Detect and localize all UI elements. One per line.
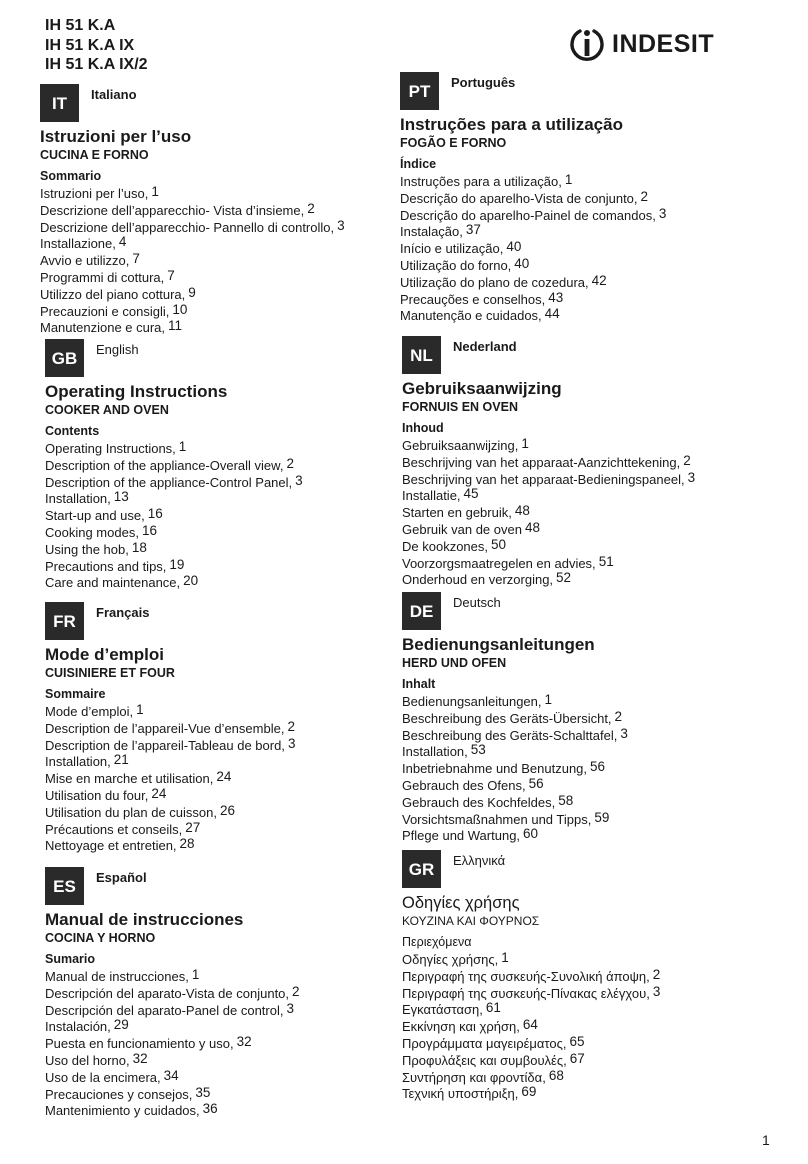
contents-item-page: 2 <box>307 200 315 216</box>
contents-item <box>40 284 400 304</box>
contents-item <box>400 272 760 292</box>
contents-item-page: 27 <box>185 819 201 835</box>
contents-item-page: 64 <box>522 1017 538 1033</box>
contents-item-page: 43 <box>548 289 564 305</box>
contents-item-page: 58 <box>558 792 574 808</box>
contents-item-label: Utilisation du plan de cuisson, <box>45 804 217 820</box>
contents-item-page: 3 <box>295 472 303 488</box>
contents-item-label: Descrizione dell’apparecchio- Pannello di controllo, <box>40 219 335 235</box>
contents-item-label: Avvio e utilizzo, <box>40 253 130 269</box>
contents-item-label: Εκκίνηση και χρήση, <box>402 1019 520 1035</box>
contents-item-label: Nettoyage et entretien, <box>45 838 177 854</box>
contents-item-page: 2 <box>683 452 691 468</box>
contents-item <box>402 553 762 573</box>
contents-item <box>45 1103 405 1120</box>
contents-label: Sommario <box>40 169 102 183</box>
contents-item-label: Istruzioni per l’uso, <box>40 186 149 201</box>
contents-item-page: 53 <box>470 742 486 758</box>
contents-item <box>40 253 400 270</box>
contents-item-label: Onderhoud en verzorging, <box>402 572 554 588</box>
contents-item-page: 3 <box>687 469 696 485</box>
contents-item-label: Installation, <box>45 491 111 507</box>
contents-item <box>402 572 762 589</box>
language-badge: FR <box>45 602 84 640</box>
contents-item-label: Manutenzione e cura, <box>40 320 166 336</box>
contents-item-page: 3 <box>287 735 296 751</box>
contents-item-page: 3 <box>286 1000 294 1016</box>
section-subtitle: CUCINA E FORNO <box>40 148 149 162</box>
contents-label: Inhalt <box>402 677 436 691</box>
contents-item-label: Precauções e conselhos, <box>400 291 546 307</box>
contents-item <box>402 1002 762 1019</box>
section-title: Οδηγίες χρήσης <box>402 894 520 912</box>
contents-item-page: 19 <box>169 556 185 572</box>
contents-item-page: 28 <box>179 836 195 852</box>
contents-item <box>45 838 405 855</box>
contents-item <box>40 236 400 253</box>
contents-item <box>45 704 405 721</box>
contents-item-page: 3 <box>652 983 661 999</box>
contents-item-label: Instruções para a utilização, <box>400 174 562 189</box>
contents-item-label: Descripción del aparato-Vista de conjunto, <box>45 985 290 1001</box>
contents-item-label: Pflege und Wartung, <box>402 828 521 844</box>
contents-item-label: Beschreibung des Geräts-Übersicht, <box>402 710 612 726</box>
contents-item-page: 45 <box>463 486 479 502</box>
contents-item <box>45 575 405 592</box>
language-name: English <box>96 342 139 357</box>
contents-item-page: 32 <box>236 1034 252 1050</box>
model-name: IH 51 K.A <box>45 17 116 34</box>
contents-item-page: 4 <box>118 234 127 250</box>
contents-item-label: Gebruiksaanwijzing, <box>402 438 519 453</box>
contents-item-page: 24 <box>216 769 232 785</box>
contents-item-page: 42 <box>591 272 607 288</box>
section-title: Gebruiksaanwijzing <box>402 379 562 398</box>
contents-item-label: Descrizione dell’apparecchio- Vista d’insieme, <box>40 202 305 218</box>
language-badge: PT <box>400 72 439 110</box>
section-title: Mode d’emploi <box>45 645 164 664</box>
contents-item <box>45 1000 405 1020</box>
contents-item-label: Cooking modes, <box>45 524 139 540</box>
contents-item <box>402 792 762 812</box>
contents-item-label: Uso de la encimera, <box>45 1069 161 1085</box>
contents-item-page: 3 <box>337 217 345 233</box>
contents-item <box>400 241 760 258</box>
section-francais <box>45 602 405 855</box>
contents-item <box>400 308 760 325</box>
contents-item <box>402 983 762 1003</box>
language-name: Français <box>96 605 150 620</box>
contents-item-label: Εγκατάσταση, <box>402 1002 483 1018</box>
contents-item-page: 16 <box>141 522 157 538</box>
contents-item <box>400 174 760 191</box>
contents-item <box>402 694 762 711</box>
contents-item-label: Mode d’emploi, <box>45 704 134 719</box>
contents-item <box>402 488 762 505</box>
contents-item-label: Précautions et conseils, <box>45 821 183 837</box>
contents-label: Contents <box>45 424 100 438</box>
contents-item-page: 44 <box>544 306 560 322</box>
contents-item-page: 61 <box>485 1000 501 1016</box>
language-badge: IT <box>40 84 79 122</box>
indesit-i-logo-icon <box>567 24 607 64</box>
contents-item <box>402 744 762 761</box>
contents-item-label: Bedienungsanleitungen, <box>402 694 542 709</box>
contents-item-label: Περιγραφή της συσκευής-Συνολική άποψη, <box>402 968 650 984</box>
contents-item <box>402 1067 762 1087</box>
contents-item <box>45 472 405 492</box>
contents-item <box>45 508 405 525</box>
section-subtitle: CUISINIERE ET FOUR <box>45 666 175 680</box>
language-badge: ES <box>45 867 84 905</box>
contents-item <box>402 966 762 986</box>
contents-item-page: 3 <box>658 205 667 221</box>
contents-item-label: Programmi di cottura, <box>40 269 165 285</box>
contents-item-label: Description de l’appareil-Vue d’ensemble, <box>45 720 285 736</box>
section-nederland <box>402 336 762 589</box>
contents-item-page: 2 <box>652 966 661 982</box>
contents-item-page: 1 <box>521 436 529 451</box>
section-title: Instruções para a utilização <box>400 115 623 134</box>
language-name: Deutsch <box>453 595 501 610</box>
contents-label: Sommaire <box>45 687 106 701</box>
contents-item-page: 9 <box>188 284 196 300</box>
contents-item-page: 51 <box>598 553 614 569</box>
contents-item-label: Uso del horno, <box>45 1052 130 1068</box>
contents-item-label: Using the hob, <box>45 541 129 557</box>
contents-item-label: Περιγραφή της συσκευής-Πίνακας ελέγχου, <box>402 985 650 1001</box>
contents-item-page: 56 <box>528 775 544 791</box>
contents-item <box>45 522 405 542</box>
contents-item-page: 2 <box>286 455 294 471</box>
contents-item <box>45 802 405 822</box>
contents-item <box>45 455 405 475</box>
contents-item <box>45 556 405 576</box>
contents-item-page: 3 <box>620 725 628 741</box>
contents-item-page: 1 <box>136 702 144 717</box>
contents-item <box>45 1019 405 1036</box>
contents-item-label: Instalação, <box>400 224 463 240</box>
section-title: Istruzioni per l’uso <box>40 127 192 146</box>
contents-item-label: Description of the appliance-Control Panel, <box>45 474 293 490</box>
language-name: Español <box>96 870 147 885</box>
contents-item-label: Descripción del aparato-Panel de control, <box>45 1002 284 1018</box>
contents-item-page: 56 <box>590 759 606 775</box>
contents-item-page: 40 <box>514 255 530 271</box>
contents-item-label: Starten en gebruik, <box>402 505 512 521</box>
contents-item-page: 1 <box>501 950 509 965</box>
contents-item <box>402 1086 762 1103</box>
contents-item-label: Installation, <box>402 744 468 760</box>
contents-item-page: 52 <box>556 570 572 586</box>
contents-item <box>45 1036 405 1053</box>
contents-item-page: 20 <box>183 573 199 589</box>
section-subtitle: FORNUIS EN OVEN <box>402 400 518 414</box>
contents-item-label: Precauciones y consejos, <box>45 1086 193 1102</box>
contents-item <box>402 775 762 795</box>
contents-item-label: Τεχνική υποστήριξη, <box>402 1086 519 1102</box>
contents-item-label: Care and maintenance, <box>45 575 181 591</box>
contents-item-label: Mise en marche et utilisation, <box>45 771 214 787</box>
contents-item <box>45 718 405 738</box>
section-subtitle: FOGÃO E FORNO <box>400 136 507 150</box>
contents-item-page: 2 <box>292 983 300 999</box>
contents-item-label: Οδηγίες χρήσης, <box>402 952 499 967</box>
contents-item-page: 1 <box>191 967 200 982</box>
language-badge: GB <box>45 339 84 377</box>
contents-item-page: 7 <box>132 251 140 267</box>
language-badge: NL <box>402 336 441 374</box>
language-badge: GR <box>402 850 441 888</box>
contents-item-page: 11 <box>168 318 183 334</box>
contents-item-label: Gebrauch des Kochfeldes, <box>402 794 556 810</box>
contents-item-label: Descrição do aparelho-Vista de conjunto, <box>400 190 638 206</box>
contents-label: Índice <box>400 157 437 171</box>
contents-item <box>45 491 405 508</box>
contents-item <box>40 320 400 337</box>
contents-item-page: 32 <box>132 1050 148 1066</box>
section-ellinika <box>402 850 762 1103</box>
contents-item-label: Beschrijving van het apparaat-Aanzichttekening, <box>402 454 681 470</box>
section-english <box>45 339 405 592</box>
contents-item-label: Voorzorgsmaatregelen en advies, <box>402 555 596 571</box>
contents-item <box>402 1050 762 1070</box>
contents-item-label: Operating Instructions, <box>45 441 176 456</box>
contents-item <box>400 255 760 275</box>
contents-item <box>402 469 762 489</box>
language-name: Italiano <box>91 87 137 102</box>
brand-name: INDESIT <box>612 29 715 58</box>
contents-item-page: 35 <box>195 1084 211 1100</box>
contents-item-page: 18 <box>131 539 147 555</box>
contents-item-label: Manutenção e cuidados, <box>400 308 542 324</box>
contents-item-label: Description of the appliance-Overall view, <box>45 457 284 473</box>
contents-item-label: Installation, <box>45 754 111 770</box>
contents-item <box>45 819 405 839</box>
contents-item-page: 1 <box>564 172 573 187</box>
contents-item <box>45 1067 405 1087</box>
section-title: Manual de instrucciones <box>45 910 244 929</box>
contents-item <box>45 969 405 986</box>
contents-item <box>45 771 405 788</box>
contents-item-page: 2 <box>287 718 295 734</box>
contents-item <box>402 519 762 539</box>
contents-item <box>402 725 762 745</box>
contents-item-label: Instalación, <box>45 1019 111 1035</box>
contents-item-label: Inbetriebnahme und Benutzung, <box>402 761 588 777</box>
contents-item-page: 65 <box>569 1033 585 1049</box>
contents-item-page: 48 <box>524 519 540 535</box>
section-title: Operating Instructions <box>45 382 228 401</box>
contents-item-label: Start-up and use, <box>45 508 145 524</box>
contents-item-label: Gebrauch des Ofens, <box>402 777 526 793</box>
contents-item-label: Προγράμματα μαγειρέματος, <box>402 1035 567 1051</box>
contents-item-label: Precautions and tips, <box>45 558 167 574</box>
section-portugues <box>400 72 760 325</box>
contents-item-label: Installatie, <box>402 488 461 504</box>
contents-item-label: Início e utilização, <box>400 241 504 257</box>
contents-item-label: Utilizzo del piano cottura, <box>40 286 186 302</box>
contents-item-page: 50 <box>491 536 507 552</box>
contents-item-label: Descrição do aparelho-Painel de comandos, <box>400 207 656 223</box>
contents-label: Περιεχόμενα <box>402 935 472 949</box>
contents-item-page: 1 <box>178 439 187 454</box>
contents-item-page: 34 <box>163 1067 179 1083</box>
contents-item-page: 2 <box>614 708 623 724</box>
section-espanol <box>45 867 405 1120</box>
language-name: Ελληνικά <box>453 853 506 868</box>
contents-item-page: 1 <box>151 184 159 199</box>
contents-item <box>45 1084 405 1104</box>
contents-item-label: De kookzones, <box>402 538 488 554</box>
model-name: IH 51 K.A IX <box>45 36 135 54</box>
contents-item-page: 68 <box>548 1067 564 1083</box>
contents-item <box>400 188 760 208</box>
contents-item-label: Vorsichtsmaßnahmen und Tipps, <box>402 811 592 827</box>
section-subtitle: COOKER AND OVEN <box>45 403 169 417</box>
contents-item <box>45 539 405 559</box>
contents-item-page: 13 <box>113 489 129 505</box>
contents-item <box>402 505 762 522</box>
language-name: Português <box>451 75 516 90</box>
contents-item-label: Mantenimiento y cuidados, <box>45 1103 200 1119</box>
contents-item <box>40 301 400 321</box>
contents-item-page: 67 <box>569 1050 585 1066</box>
contents-item <box>40 186 400 203</box>
contents-item-page: 10 <box>172 301 188 317</box>
contents-item <box>402 536 762 556</box>
contents-item-label: Description de l’appareil-Tableau de bord, <box>45 737 285 753</box>
contents-item-page: 2 <box>640 188 649 204</box>
contents-item-page: 21 <box>113 752 129 768</box>
contents-item-page: 36 <box>202 1101 218 1117</box>
contents-item-label: Utilização do forno, <box>400 257 512 273</box>
contents-item-page: 37 <box>465 222 481 238</box>
contents-item-label: Beschreibung des Geräts-Schalttafel, <box>402 727 618 743</box>
section-italiano <box>40 84 400 337</box>
section-deutsch <box>402 592 762 845</box>
contents-item-label: Προφυλάξεις και συμβουλές, <box>402 1052 567 1068</box>
contents-item <box>400 289 760 309</box>
contents-item <box>40 217 400 237</box>
contents-item-page: 24 <box>151 785 167 801</box>
contents-item-page: 7 <box>167 267 175 283</box>
contents-item <box>45 1050 405 1070</box>
language-name: Nederland <box>453 339 517 354</box>
page-number: 1 <box>762 1132 770 1148</box>
contents-item-page: 26 <box>220 802 236 818</box>
contents-item-label: Precauzioni e consigli, <box>40 303 170 319</box>
contents-item <box>45 983 405 1003</box>
contents-label: Inhoud <box>402 421 444 435</box>
contents-item-label: Utilisation du four, <box>45 787 149 803</box>
contents-item <box>45 735 405 755</box>
section-title: Bedienungsanleitungen <box>402 635 595 654</box>
contents-item-label: Manual de instrucciones, <box>45 969 189 984</box>
contents-item-page: 60 <box>523 826 539 842</box>
contents-item-page: 1 <box>544 692 553 707</box>
contents-item <box>402 828 762 845</box>
contents-item <box>402 708 762 728</box>
contents-item <box>402 452 762 472</box>
contents-item <box>402 809 762 829</box>
contents-item-page: 48 <box>514 503 530 519</box>
model-list <box>45 16 148 75</box>
contents-item <box>402 761 762 778</box>
contents-item <box>40 200 400 220</box>
section-subtitle: ΚΟΥΖΙΝΑ ΚΑΙ ΦΟΥΡΝΟΣ <box>402 914 540 928</box>
contents-item <box>400 224 760 241</box>
contents-item-label: Συντήρηση και φροντίδα, <box>402 1069 546 1085</box>
contents-item-label: Beschrijving van het apparaat-Bedieningspaneel, <box>402 471 685 487</box>
contents-item-label: Installazione, <box>40 236 116 252</box>
contents-item-label: Utilização do plano de cozedura, <box>400 274 589 290</box>
contents-label: Sumario <box>45 952 96 966</box>
contents-item <box>402 952 762 969</box>
contents-item-page: 16 <box>147 506 163 522</box>
contents-item <box>400 205 760 225</box>
contents-item-label: Gebruik van de oven <box>402 521 522 537</box>
contents-item-page: 59 <box>594 809 610 825</box>
contents-item <box>402 438 762 455</box>
language-badge: DE <box>402 592 441 630</box>
contents-item-page: 40 <box>506 239 522 255</box>
section-subtitle: COCINA Y HORNO <box>45 931 156 945</box>
contents-item-page: 69 <box>521 1084 537 1100</box>
contents-item-label: Puesta en funcionamiento y uso, <box>45 1036 234 1052</box>
model-name: IH 51 K.A IX/2 <box>45 56 148 73</box>
contents-item <box>40 267 400 287</box>
section-subtitle: HERD UND OFEN <box>402 656 507 670</box>
contents-item <box>45 441 405 458</box>
brand-logo <box>567 24 714 64</box>
contents-item-page: 29 <box>113 1017 129 1033</box>
